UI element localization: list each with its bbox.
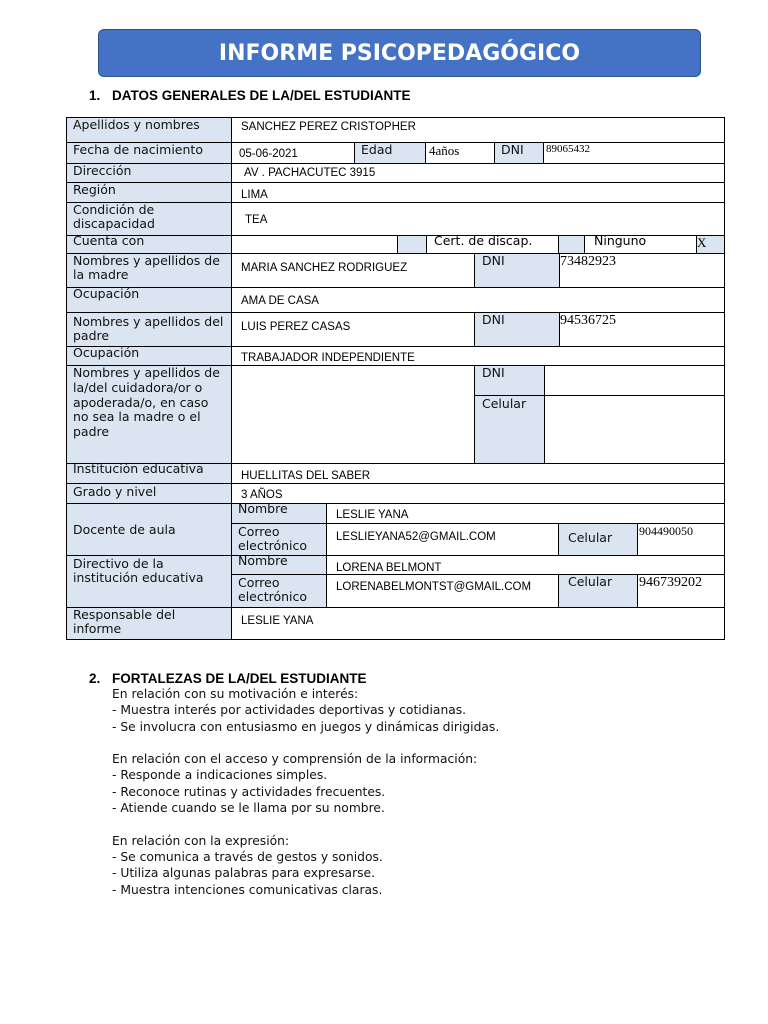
mother-occupation-value: AMA DE CASA	[231, 287, 725, 313]
cuenta-label: Cuenta con	[66, 235, 232, 254]
father-occupation-value: TRABAJADOR INDEPENDIENTE	[231, 346, 725, 366]
teacher-phone-value: 904490050	[637, 523, 725, 556]
responsible-label: Responsable del informe	[66, 607, 232, 640]
responsible-value: LESLIE YANA	[231, 607, 725, 640]
institution-value: HUELLITAS DEL SABER	[231, 463, 725, 484]
region-label: Región	[66, 182, 232, 203]
father-dni-label: DNI	[474, 312, 560, 347]
director-label: Directivo de la institución educativa	[66, 555, 232, 608]
grade-value: 3 AÑOS	[231, 483, 725, 504]
guardian-phone-value	[544, 395, 725, 464]
director-phone-value: 946739202	[637, 574, 725, 608]
disability-value: TEA	[231, 202, 725, 236]
age-label: Edad	[354, 142, 426, 164]
strengths-item: - Reconoce rutinas y actividades frecuentes.	[112, 784, 386, 799]
mother-name-value: MARIA SANCHEZ RODRIGUEZ	[231, 253, 475, 288]
teacher-email-label: Correo electrónico	[231, 523, 327, 556]
ninguno-label: Ninguno	[584, 235, 697, 254]
section-2-title: FORTALEZAS DE LA/DEL ESTUDIANTE	[112, 671, 367, 686]
director-name-value: LORENA BELMONT	[326, 555, 725, 575]
guardian-name-value	[231, 365, 475, 464]
director-phone-label: Celular	[558, 574, 638, 608]
strengths-item: - Se involucra con entusiasmo en juegos y dinámicas dirigidas.	[112, 719, 500, 734]
age-value: 4años	[425, 142, 495, 164]
birth-label: Fecha de nacimiento	[66, 142, 232, 164]
guardian-dni-value	[544, 365, 725, 396]
address-label: Dirección	[66, 163, 232, 183]
names-label: Apellidos y nombres	[66, 117, 232, 143]
cert-label: Cert. de discap.	[426, 235, 559, 254]
father-dni-value: 94536725	[559, 312, 725, 347]
guardian-phone-label: Celular	[474, 395, 545, 464]
teacher-name-label: Nombre	[231, 503, 327, 524]
names-value: SANCHEZ PEREZ CRISTOPHER	[231, 117, 725, 143]
mother-occupation-label: Ocupación	[66, 287, 232, 313]
teacher-label: Docente de aula	[66, 503, 232, 556]
strengths-group-expression	[112, 833, 712, 898]
ninguno-checkbox[interactable]: X	[696, 235, 725, 254]
institution-label: Institución educativa	[66, 463, 232, 484]
mother-dni-value: 73482923	[559, 253, 725, 288]
grade-label: Grado y nivel	[66, 483, 232, 504]
section-1-number: 1.	[89, 88, 101, 103]
strengths-item: - Muestra intenciones comunicativas claras.	[112, 882, 383, 897]
strengths-group-intro: En relación con la expresión:	[112, 833, 290, 848]
mother-dni-label: DNI	[474, 253, 560, 288]
cert-checkbox[interactable]	[397, 235, 427, 254]
student-dni-label: DNI	[494, 142, 544, 164]
student-dni-value: 89065432	[543, 142, 725, 164]
section-2-number: 2.	[89, 671, 101, 686]
address-value: AV . PACHACUTEC 3915	[231, 163, 725, 183]
section-2-heading	[89, 671, 367, 686]
strengths-item: - Utiliza algunas palabras para expresarse.	[112, 866, 376, 881]
report-title: INFORME PSICOPEDAGÓGICO	[98, 29, 701, 77]
section-1-title: DATOS GENERALES DE LA/DEL ESTUDIANTE	[112, 88, 411, 103]
teacher-email-value: LESLIEYANA52@GMAIL.COM	[326, 523, 559, 556]
strengths-group-motivation	[112, 686, 712, 735]
strengths-item: - Atiende cuando se le llama por su nombre.	[112, 801, 385, 816]
guardian-dni-label: DNI	[474, 365, 545, 396]
mother-name-label: Nombres y apellidos de la madre	[66, 253, 232, 288]
director-email-value: LORENABELMONTST@GMAIL.COM	[326, 574, 559, 608]
strengths-group-intro: En relación con el acceso y comprensión de la información:	[112, 752, 478, 767]
father-occupation-label: Ocupación	[66, 346, 232, 366]
strengths-item: - Muestra interés por actividades deportivas y cotidianas.	[112, 703, 467, 718]
guardian-label: Nombres y apellidos de la/del cuidadora/or o apoderada/o, en caso no sea la madre o el padre	[66, 365, 232, 464]
region-value: LIMA	[231, 182, 725, 203]
strengths-item: - Responde a indicaciones simples.	[112, 768, 328, 783]
strengths-item: - Se comunica a través de gestos y sonidos.	[112, 849, 383, 864]
director-name-label: Nombre	[231, 555, 327, 575]
strengths-group-access	[112, 751, 712, 816]
father-name-value: LUIS PEREZ CASAS	[231, 312, 475, 347]
teacher-name-value: LESLIE YANA	[326, 503, 725, 524]
strengths-text	[112, 686, 712, 914]
cert-mark-cell[interactable]	[558, 235, 585, 254]
father-name-label: Nombres y apellidos del padre	[66, 312, 232, 347]
teacher-phone-label: Celular	[558, 523, 638, 556]
disability-label: Condición de discapacidad	[66, 202, 232, 236]
strengths-group-intro: En relación con su motivación e interés:	[112, 687, 359, 701]
birth-value: 05-06-2021	[231, 142, 355, 164]
cuenta-blank-cell	[231, 235, 398, 254]
director-email-label: Correo electrónico	[231, 574, 327, 608]
